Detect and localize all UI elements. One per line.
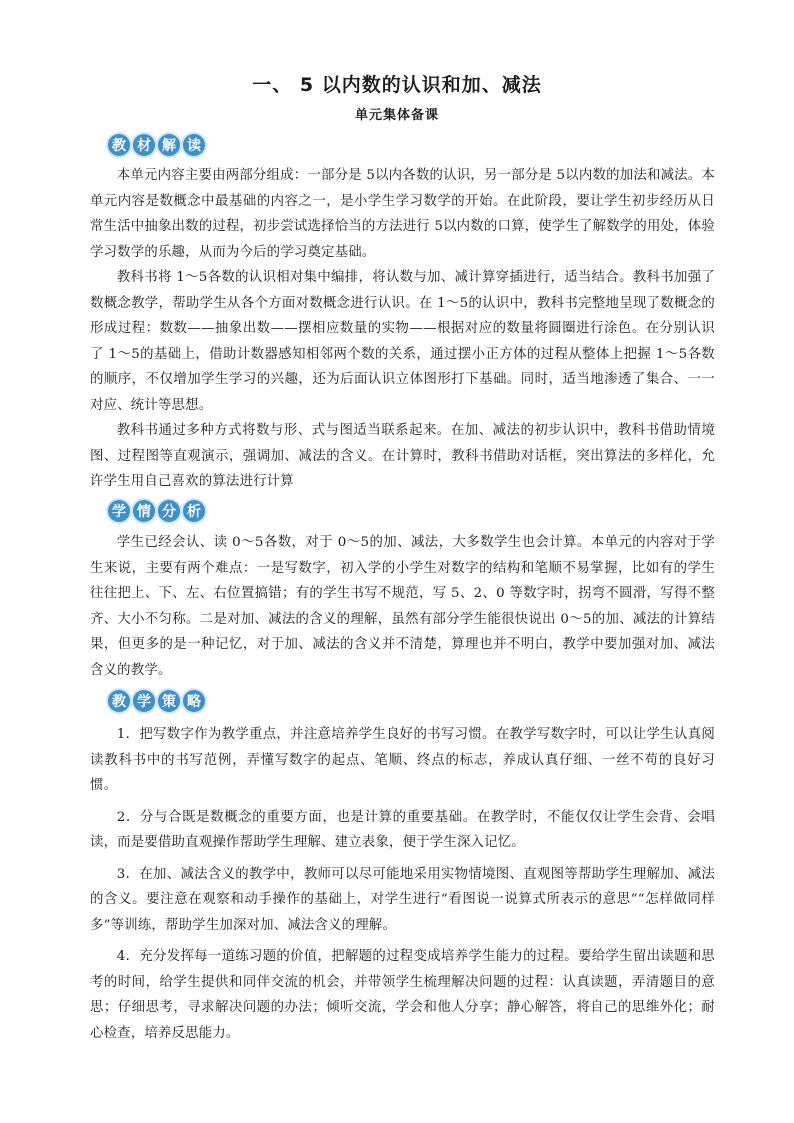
section-student-analysis	[90, 530, 715, 683]
section-badge-teaching-strategy	[108, 689, 205, 713]
badge-char: 略	[183, 690, 205, 712]
paragraph: 2．分与合既是数概念的重要方面，也是计算的重要基础。在教学时，不能仅仅让学生会背、会唱读，而是要借助直观操作帮助学生理解、建立表象，便于学生深入记忆。	[90, 809, 715, 850]
badge-char: 分	[158, 500, 180, 522]
badge-char: 解	[158, 134, 180, 156]
paragraph: 本单元内容主要由两部分组成：一部分是 5以内各数的认识，另一部分是 5以内数的加法和减法。本单元内容是数概念中最基础的内容之一，是小学生学习数学的开始。在此阶段，要让学生初步经历从日常生活中抽象出数的过程，初步尝试选择恰当的方法进行 5以内数的口算，使学生了解数学的用处，体验学习数学的乐趣，从而为今后的学习奠定基础。	[90, 168, 715, 260]
page-title: 一、 5 以内数的认识和加、减法	[252, 74, 542, 96]
badge-char: 教	[108, 134, 130, 156]
section-textbook-analysis	[90, 163, 715, 495]
section-badge-textbook-analysis	[108, 133, 205, 157]
section-badge-student-analysis	[108, 499, 205, 523]
paragraph: 4．充分发挥每一道练习题的价值，把解题的过程变成培养学生能力的过程。要给学生留出读题和思考的时间，给学生提供和同伴交流的机会，并带领学生梳理解决问题的过程：认真读题，弄清题目的意思；仔细思考，寻求解决问题的办法；倾听交流，学会和他人分享；静心解答，将自己的思维外化；耐心检查，培养反思能力。	[90, 949, 715, 1041]
badge-char: 学	[108, 500, 130, 522]
page-subtitle: 单元集体备课	[354, 108, 439, 123]
badge-char: 析	[183, 500, 205, 522]
badge-char: 读	[183, 134, 205, 156]
paragraph: 学生已经会认、读 0～5各数，对于 0～5的加、减法，大多数学生也会计算。本单元的内容对于学生来说，主要有两个难点：一是写数字，初入学的小学生对数字的结构和笔顺不易掌握，比如有的学生往往把上、下、左、右位置搞错；有的学生书写不规范，写 5、2、0 等数字时，拐弯不圆滑，写得不整齐、大小不匀称。二是对加、减法的含义的理解，虽然有部分学生能很快说出 0～5的加、减法的计算结果，但更多的是一种记忆，对于加、减法的含义并不清楚，算理也并不明白，教学中要加强对加、减法含义的教学。	[90, 535, 715, 678]
badge-char: 教	[108, 690, 130, 712]
badge-char: 情	[133, 500, 155, 522]
paragraph: 1．把写数字作为教学重点，并注意培养学生良好的书写习惯。在教学写数字时，可以让学生认真阅读教科书中的书写范例，弄懂写数字的起点、笔顺、终点的标志，养成认真仔细、一丝不苟的良好习惯。	[90, 727, 715, 793]
paragraph: 教科书通过多种方式将数与形、式与图适当联系起来。在加、减法的初步认识中，教科书借助情境图、过程图等直观演示，强调加、减法的含义。在计算时，教科书借助对话框，突出算法的多样化，允许学生用自己喜欢的算法进行计算	[90, 423, 715, 489]
badge-char: 学	[133, 690, 155, 712]
badge-char: 材	[133, 134, 155, 156]
badge-char: 策	[158, 690, 180, 712]
paragraph: 教科书将 1～5各数的认识相对集中编排，将认数与加、减计算穿插进行，适当结合。教科书加强了数概念教学，帮助学生从各个方面对数概念进行认识。在 1～5的认识中，教科书完整地呈现了数概念的形成过程：数数——抽象出数——摆相应数量的实物——根据对应的数量将圆圈进行涂色。在分别认识了 1～5的基础上，借助计数器感知相邻两个数的关系，通过摆小正方体的过程从整体上把握 1～5各数的顺序，不仅增加学生学习的兴趣，还为后面认识立体图形打下基础。同时，适当地渗透了集合、一一对应、统计等思想。	[90, 270, 715, 413]
section-teaching-strategy	[90, 722, 715, 1046]
paragraph: 3．在加、减法含义的教学中，教师可以尽可能地采用实物情境图、直观图等帮助学生理解加、减法的含义。要注意在观察和动手操作的基础上，对学生进行“看图说一说算式所表示的意思”“怎样做同样多”等训练，帮助学生加深对加、减法含义的理解。	[90, 866, 715, 933]
